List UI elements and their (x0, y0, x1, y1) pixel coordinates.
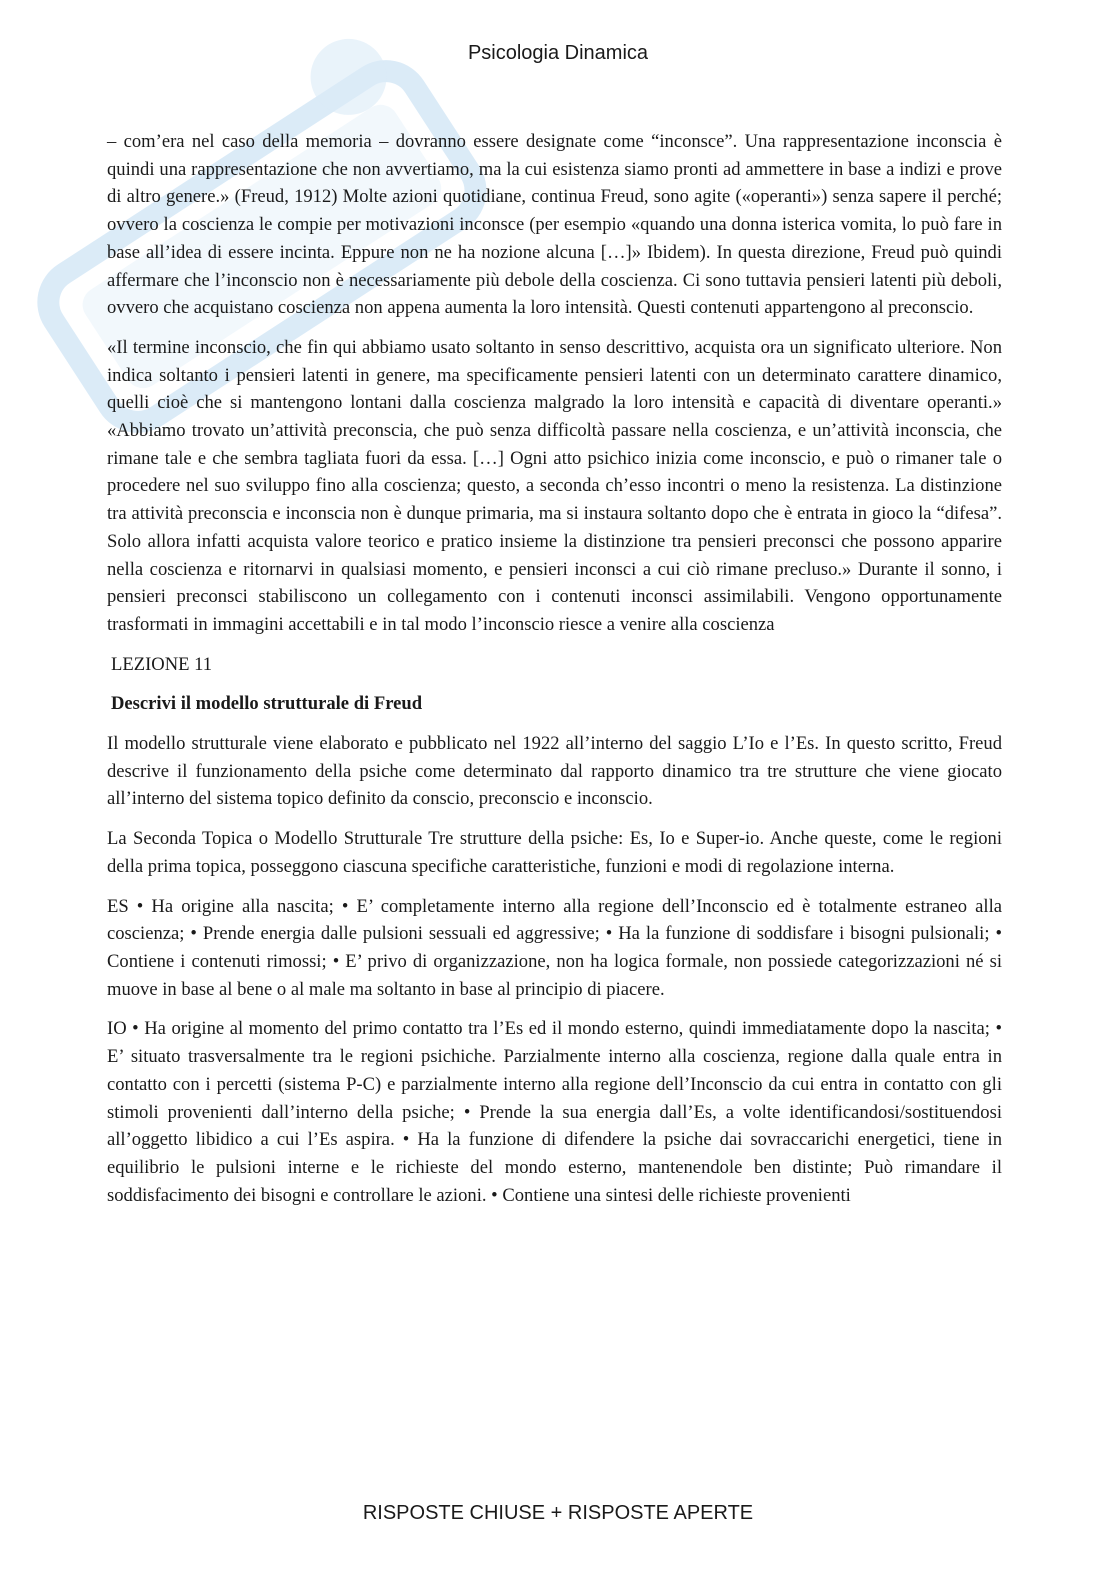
document-body (107, 128, 1002, 1221)
body-paragraph: «Il termine inconscio, che fin qui abbiamo usato soltanto in senso descrittivo, acquista ora un significato ulteriore. Non indica soltanto i pensieri latenti in genere, ma specificamente pensieri latenti con un determinato carattere dinamico, quelli cioè che si mantengono lontani dalla coscienza malgrado la loro intensità e capacità di diventare operanti.» «Abbiamo trovato un’attività preconscia, che può senza difficoltà passare nella coscienza, e un’attività inconscia, che rimane tale e che sembra tagliata fuori da essa. […] Ogni atto psichico inizia come inconscio, e può o rimaner tale o procedere nel suo sviluppo fino alla coscienza; questo, a seconda ch’esso incontri o meno la resistenza. La distinzione tra attività preconscia e inconscia non è dunque primaria, ma si instaura soltanto dopo che è entrata in gioco la “difesa”. Solo allora infatti acquista valore teorico e pratico insieme la distinzione tra pensieri preconsci che possono apparire nella coscienza e ritornarvi in qualsiasi momento, e pensieri inconsci a cui ciò rimane precluso.» Durante il sonno, i pensieri preconsci stabiliscono un collegamento con i contenuti inconsci assimilabili. Vengono opportunamente trasformati in immagini accettabili e in tal modo l’inconscio riesce a venire alla coscienza (107, 336, 1002, 635)
body-paragraph: – com’era nel caso della memoria – dovranno essere designate come “inconsce”. Una rappresentazione inconscia è quindi una rappresentazione che non avvertiamo, ma la cui esistenza siamo pronti ad ammettere in base a indizi e prove di altro genere.» (Freud, 1912) Molte azioni quotidiane, continua Freud, sono agite («operanti») senza sapere il perché; ovvero la coscienza le compie per motivazioni inconsce (per esempio «quando una donna isterica vomita, lo può fare in base all’idea di essere incinta. Eppure non ne ha nozione alcuna […]» Ibidem). In questa direzione, Freud può quindi affermare che l’inconscio non è necessariamente più debole della coscienza. Ci sono tuttavia pensieri latenti più deboli, ovvero che acquistano coscienza non appena aumenta la loro intensità. Questi contenuti appartengono al preconscio. (107, 131, 1002, 319)
body-paragraph: ES • Ha origine alla nascita; • E’ completamente interno alla regione dell’Inconscio ed è totalmente estraneo alla coscienza; • Prende energia dalle pulsioni sessuali ed aggressive; • Ha la funzione di soddisfare i bisogni pulsionali; • Contiene i contenuti rimossi; • E’ privo di organizzazione, non ha logica formale, non possiede categorizzazioni né si muove in base al bene o al male ma soltanto in base al principio di piacere. (107, 895, 1002, 1000)
body-paragraph: La Seconda Topica o Modello Strutturale Tre strutture della psiche: Es, Io e Super-io. Anche queste, come le regioni della prima topica, posseggono ciascuna specifiche caratteristiche, funzioni e modi di regolazione interna. (107, 828, 1002, 877)
question-title: Descrivi il modello strutturale di Freud (111, 693, 423, 715)
body-paragraph: IO • Ha origine al momento del primo contatto tra l’Es ed il mondo esterno, quindi immediatamente dopo la nascita; • E’ situato trasversalmente tra le regioni psichiche. Parzialmente interno alla coscienza, regione dalla quale entra in contatto con i percetti (sistema P-C) e parzialmente interno alla regione dell’Inconscio da cui entra in contatto con gli stimoli provenienti dall’interno della psiche; • Prende la sua energia dall’Es, a volte identificandosi/sostituendosi all’oggetto libidico a cui l’Es aspira. • Ha la funzione di difendere la psiche dai sovraccarichi energetici, tiene in equilibrio le pulsioni interne e le richieste del mondo esterno, mantenendole ben distinte; Può rimandare il soddisfacimento dei bisogni e controllare le azioni. • Contiene una sintesi delle richieste provenienti (107, 1018, 1002, 1206)
page-footer: RISPOSTE CHIUSE + RISPOSTE APERTE (362, 1502, 754, 1524)
body-paragraph: Il modello strutturale viene elaborato e pubblicato nel 1922 all’interno del saggio L’Io e l’Es. In questo scritto, Freud descrive il funzionamento della psiche come determinato dal rapporto dinamico tra tre strutture che viene giocato all’interno del sistema topico definito da conscio, preconscio e inconscio. (107, 733, 1002, 810)
page-header: Psicologia Dinamica (467, 42, 649, 64)
lesson-label: LEZIONE 11 (111, 653, 213, 675)
